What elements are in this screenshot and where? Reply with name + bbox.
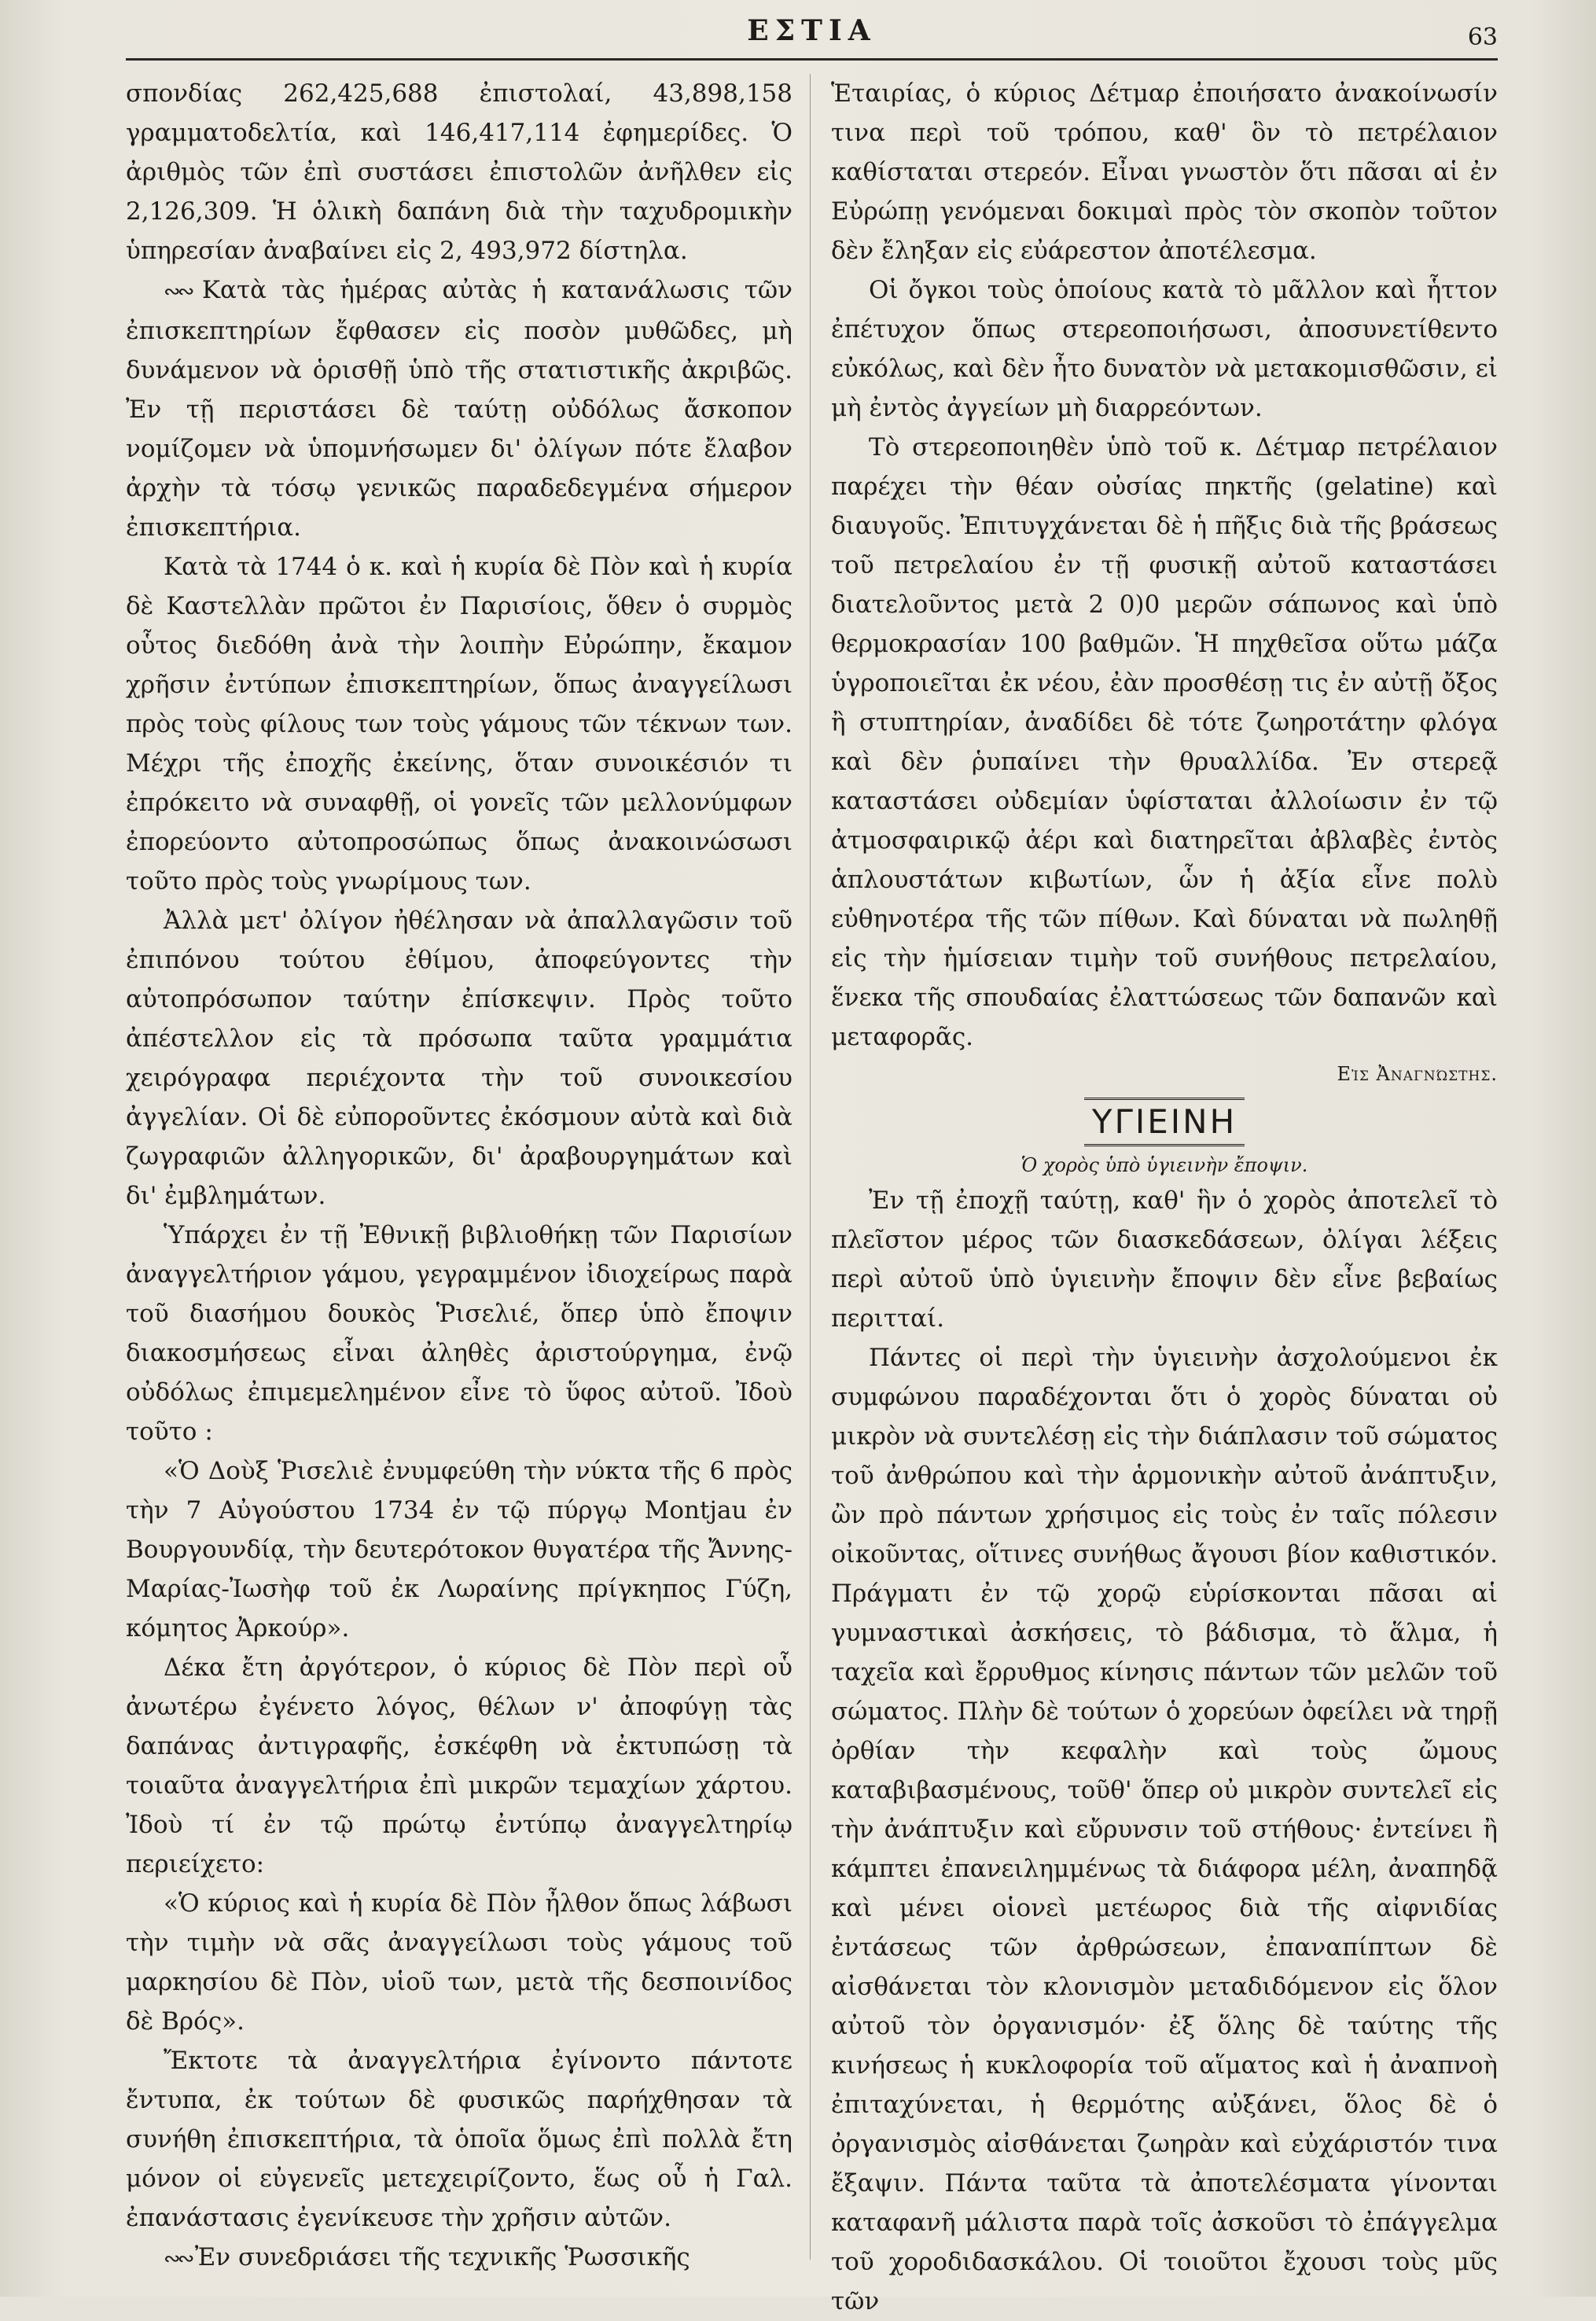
paragraph: Πάντες οἱ περὶ τὴν ὑγιεινὴν ἀσχολούμενοι ἐκ συμφώνου παραδέχονται ὅτι ὁ χορὸς δύναται οὐ μικρὸν νὰ συντελέσῃ εἰς τὴν διάπλασιν τοῦ σώματος τοῦ ἀνθρώπου καὶ τὴν ἁρμονικὴν αὐτοῦ ἀνάπτυξιν, ὢν πρὸ πάντων χρήσιμος εἰς τοὺς ἐν ταῖς πόλεσιν οἰκοῦντας, οἵτινες συνήθως ἄγουσι βίον καθιστικόν. Πράγματι ἐν τῷ χορῷ εὑρίσκονται πᾶσαι αἱ γυμναστικαὶ ἀσκήσεις, τὸ βάδισμα, τὸ ἅλμα, ἡ ταχεῖα καὶ ἔρρυθμος κίνησις πάντων τῶν μελῶν τοῦ σώματος. Πλὴν δὲ τούτων ὁ χορεύων ὀφείλει νὰ τηρῇ ὀρθίαν τὴν κεφαλὴν καὶ τοὺς ὤμους καταβιβασμένους, τοῦθ' ὅπερ οὐ μικρὸν συντελεῖ εἰς τὴν ἀνάπτυξιν καὶ εὔρυνσιν τοῦ στήθους· ἐντείνει ἢ κάμπτει ἐπανειλημμένως τὰ διάφορα μέλη, ἀναπηδᾷ καὶ μένει οἱονεὶ μετέωρος διὰ τῆς αἰφνιδίας ἐντάσεως τῶν ἀρθρώσεων, ἐπαναπίπτων δὲ αἰσθάνεται τὸν κλονισμὸν μεταδιδόμενον εἰς ὅλον αὐτοῦ τὸν ὀργανισμόν· ἐξ ὅλης δὲ ταύτης τῆς κινήσεως ἡ κυκλοφορία τοῦ αἵματος καὶ ἡ ἀναπνοὴ ἐπιταχύνεται, ἡ θερμότης αὐξάνει, ὅλος δὲ ὁ ὀργανισμὸς αἰσθάνεται ζωηρὰν καὶ εὐχάριστόν τινα ἔξαψιν. Πάντα ταῦτα τὰ ἀποτελέσματα γίνονται καταφανῆ μάλιστα παρὰ τοῖς ἀσκοῦσι τὸ ἐπάγγελμα τοῦ χοροδιδασκάλου. Οἱ τοιοῦτοι ἔχουσι τοὺς μῦς τῶν — [831, 1344, 1498, 2315]
ornament-icon: ∾∾ — [164, 2247, 195, 2271]
paragraph: Ἔκτοτε τὰ ἀναγγελτήρια ἐγίνοντο πάντοτε ἔντυπα, ἐκ τούτων δὲ φυσικῶς παρήχθησαν τὰ συνήθη ἐπισκεπτήρια, τὰ ὁποῖα ὅμως ἐπὶ πολλὰ ἔτη μόνον οἱ εὐγενεῖς μετεχειρίζοντο, ἕως οὗ ἡ Γαλ. ἐπανάστασις ἐγενίκευσε τὴν χρῆσιν αὐτῶν. — [126, 2047, 792, 2232]
paragraph: Οἱ ὄγκοι τοὺς ὁποίους κατὰ τὸ μᾶλλον καὶ ἧττον ἐπέτυχον ὅπως στερεοποιήσωσι, ἀποσυνετίθεντο εὐκόλως, καὶ δὲν ἦτο δυνατὸν νὰ μετακομισθῶσιν, εἰ μὴ ἐντὸς ἀγγείων μὴ διαρρεόντων. — [831, 276, 1498, 422]
paragraph-text: Κατὰ τὰς ἡμέρας αὐτὰς ἡ κατανάλωσις τῶν ἐπισκεπτηρίων ἔφθασεν εἰς ποσὸν μυθῶδες, μὴ δυνάμενον νὰ ὁρισθῇ ὑπὸ τῆς στατιστικῆς ἀκριβῶς. Ἐν τῇ περιστάσει δὲ ταύτῃ οὐδόλως ἄσκοπον νομίζομεν νὰ ὑπομνήσωμεν δι' ὀλίγων πότε ἔλαβον ἀρχὴν τὰ τόσῳ γενικῶς παραδεδεγμένα σήμερον ἐπισκεπτήρια. — [126, 276, 792, 542]
left-column — [126, 74, 792, 2279]
page-header — [126, 6, 1498, 60]
section-heading — [831, 1098, 1498, 1149]
running-title: ΕΣΤΙΑ — [747, 14, 877, 47]
paragraph: σπονδίας 262,425,688 ἐπιστολαί, 43,898,158 γραμματοδελτία, καὶ 146,417,114 ἐφημερίδες. Ὁ ἀριθμὸς τῶν ἐπὶ συστάσει ἐπιστολῶν ἀνῆλθεν εἰς 2,126,309. Ἡ ὁλικὴ δαπάνη διὰ τὴν ταχυδρομικὴν ὑπηρεσίαν ἀναβαίνει εἰς 2, 493,972 δίστηλα. — [126, 79, 792, 265]
page-number: 63 — [1467, 24, 1498, 51]
paragraph — [126, 270, 792, 547]
paragraph — [126, 2238, 792, 2279]
header-rule — [126, 58, 1498, 61]
paragraph: Ὑπάρχει ἐν τῇ Ἐθνικῇ βιβλιοθήκῃ τῶν Παρισίων ἀναγγελτήριον γάμου, γεγραμμένον ἰδιοχείρως παρὰ τοῦ διασήμου δουκὸς Ῥισελιέ, ὅπερ ὑπὸ ἔποψιν διακοσμήσεως εἶναι ἀληθὲς ἀριστούργημα, ἐνῷ οὐδόλως ἐπιμεμελημένον εἶνε τὸ ὕφος αὐτοῦ. Ἰδοὺ τοῦτο : — [126, 1221, 792, 1446]
signature: Εἰς Ἀναγνώστης. — [1337, 1063, 1498, 1085]
section-subtitle: Ὁ χορὸς ὑπὸ ὑγιεινὴν ἔποψιν. — [1020, 1154, 1308, 1176]
paragraph-text: Ἐν συνεδριάσει τῆς τεχνικῆς Ῥωσσικῆς — [194, 2243, 690, 2271]
paragraph: Ἑταιρίας, ὁ κύριος Δέτμαρ ἐποιήσατο ἀνακοίνωσίν τινα περὶ τοῦ τρόπου, καθ' ὃν τὸ πετρέλαιον καθίσταται στερεόν. Εἶναι γνωστὸν ὅτι πᾶσαι αἱ ἐν Εὐρώπῃ γενόμεναι δοκιμαὶ πρὸς τὸν σκοπὸν τοῦτον δὲν ἔληξαν εἰς εὐάρεστον ἀποτέλεσμα. — [831, 79, 1498, 265]
paragraph-quote: «Ὁ Δοὺξ Ῥισελιὲ ἐνυμφεύθη τὴν νύκτα τῆς 6 πρὸς τὴν 7 Αὐγούστου 1734 ἐν τῷ πύργῳ Montjau ἐν Βουργουνδίᾳ, τὴν δευτερότοκον θυγατέρα τῆς Ἄννης-Μαρίας-Ἰωσὴφ τοῦ ἐκ Λωραίνης πρίγκηπος Γύζη, κόμητος Ἀρκούρ». — [126, 1457, 792, 1642]
paragraph: Ἐν τῇ ἐποχῇ ταύτῃ, καθ' ἣν ὁ χορὸς ἀποτελεῖ τὸ πλεῖστον μέρος τῶν διασκεδάσεων, ὀλίγαι λέξεις περὶ αὐτοῦ ὑπὸ ὑγιεινὴν ἔποψιν δὲν εἶνε βεβαίως περιτταί. — [831, 1186, 1498, 1333]
paragraph: Κατὰ τὰ 1744 ὁ κ. καὶ ἡ κυρία δὲ Πὸν καὶ ἡ κυρία δὲ Καστελλὰν πρῶτοι ἐν Παρισίοις, ὅθεν ὁ συρμὸς οὗτος διεδόθη ἀνὰ τὴν λοιπὴν Εὐρώπην, ἔκαμον χρῆσιν ἐντύπων ἐπισκεπτηρίων, ὅπως ἀναγγείλωσι πρὸς τοὺς φίλους των τοὺς γάμους τῶν τέκνων των. Μέχρι τῆς ἐποχῆς ἐκείνης, ὅταν συνοικέσιόν τι ἐπρόκειτο νὰ συναφθῇ, οἱ γονεῖς τῶν μελλονύμφων ἐπορεύοντο αὐτοπροσώπως ὅπως ἀνακοινώσωσι τοῦτο πρὸς τοὺς γνωρίμους των. — [126, 553, 792, 896]
paragraph: Τὸ στερεοποιηθὲν ὑπὸ τοῦ κ. Δέτμαρ πετρέλαιον παρέχει τὴν θέαν οὐσίας πηκτῆς (gelatine) καὶ διαυγοῦς. Ἐπιτυγχάνεται δὲ ἡ πῆξις διὰ τῆς βράσεως τοῦ πετρελαίου ἐν τῇ φυσικῇ αὐτοῦ καταστάσει διατελοῦντος μετὰ 2 0)0 μερῶν σάπωνος καὶ ὑπὸ θερμοκρασίαν 100 βαθμῶν. Ἡ πηχθεῖσα οὕτω μάζα ὑγροποιεῖται ἐκ νέου, ἐὰν προσθέσῃ τις ἐν αὐτῇ ὄξος ἢ στυπτηρίαν, ἀναδίδει δὲ τότε ζωηροτάτην φλόγα καὶ δὲν ῥυπαίνει τὴν θρυαλλίδα. Ἐν στερεᾷ καταστάσει οὐδεμίαν ὑφίσταται ἀλλοίωσιν ἐν τῷ ἀτμοσφαιρικῷ ἀέρι καὶ διατηρεῖται ἀβλαβὲς ἐντὸς ἁπλουστάτων κιβωτίων, ὧν ἡ ἀξία εἶνε πολὺ εὐθηνοτέρα τῆς τῶν πίθων. Καὶ δύναται νὰ πωληθῇ εἰς τὴν ἡμίσειαν τιμὴν τοῦ συνήθους πετρελαίου, ἕνεκα τῆς σπουδαίας ἐλαττώσεως τῶν δαπανῶν καὶ μεταφορᾶς. — [831, 433, 1498, 1051]
section-title: ΥΓΙΕΙΝΗ — [1084, 1098, 1245, 1146]
paragraph: Ἀλλὰ μετ' ὀλίγον ἠθέλησαν νὰ ἀπαλλαγῶσιν τοῦ ἐπιπόνου τούτου ἐθίμου, ἀποφεύγοντες τὴν αὐτοπρόσωπον ταύτην ἐπίσκεψιν. Πρὸς τοῦτο ἀπέστελλον εἰς τὰ πρόσωπα ταῦτα γραμμάτια χειρόγραφα περιέχοντα τὴν τοῦ συνοικεσίου ἀγγελίαν. Οἱ δὲ εὐποροῦντες ἐκόσμουν αὐτὰ καὶ διὰ ζωγραφιῶν ἀλληγορικῶν, δι' ἀραβουργημάτων καὶ δι' ἐμβλημάτων. — [126, 907, 792, 1210]
column-divider — [810, 74, 811, 2260]
right-column — [831, 74, 1498, 2321]
ornament-icon: ∾∾ — [164, 280, 202, 303]
paragraph-quote: «Ὁ κύριος καὶ ἡ κυρία δὲ Πὸν ἦλθον ὅπως λάβωσι τὴν τιμὴν νὰ σᾶς ἀναγγείλωσι τοὺς γάμους τοῦ μαρκησίου δὲ Πὸν, υἱοῦ των, μετὰ τῆς δεσποινίδος δὲ Βρός». — [126, 1889, 792, 2036]
paragraph: Δέκα ἔτη ἀργότερον, ὁ κύριος δὲ Πὸν περὶ οὗ ἀνωτέρω ἐγένετο λόγος, θέλων ν' ἀποφύγῃ τὰς δαπάνας ἀντιγραφῆς, ἐσκέφθη νὰ ἐκτυπώσῃ τὰ τοιαῦτα ἀναγγελτήρια ἐπὶ μικρῶν τεμαχίων χάρτου. Ἰδοὺ τί ἐν τῷ πρώτῳ ἐντύπῳ ἀναγγελτηρίῳ περιείχετο: — [126, 1653, 792, 1878]
